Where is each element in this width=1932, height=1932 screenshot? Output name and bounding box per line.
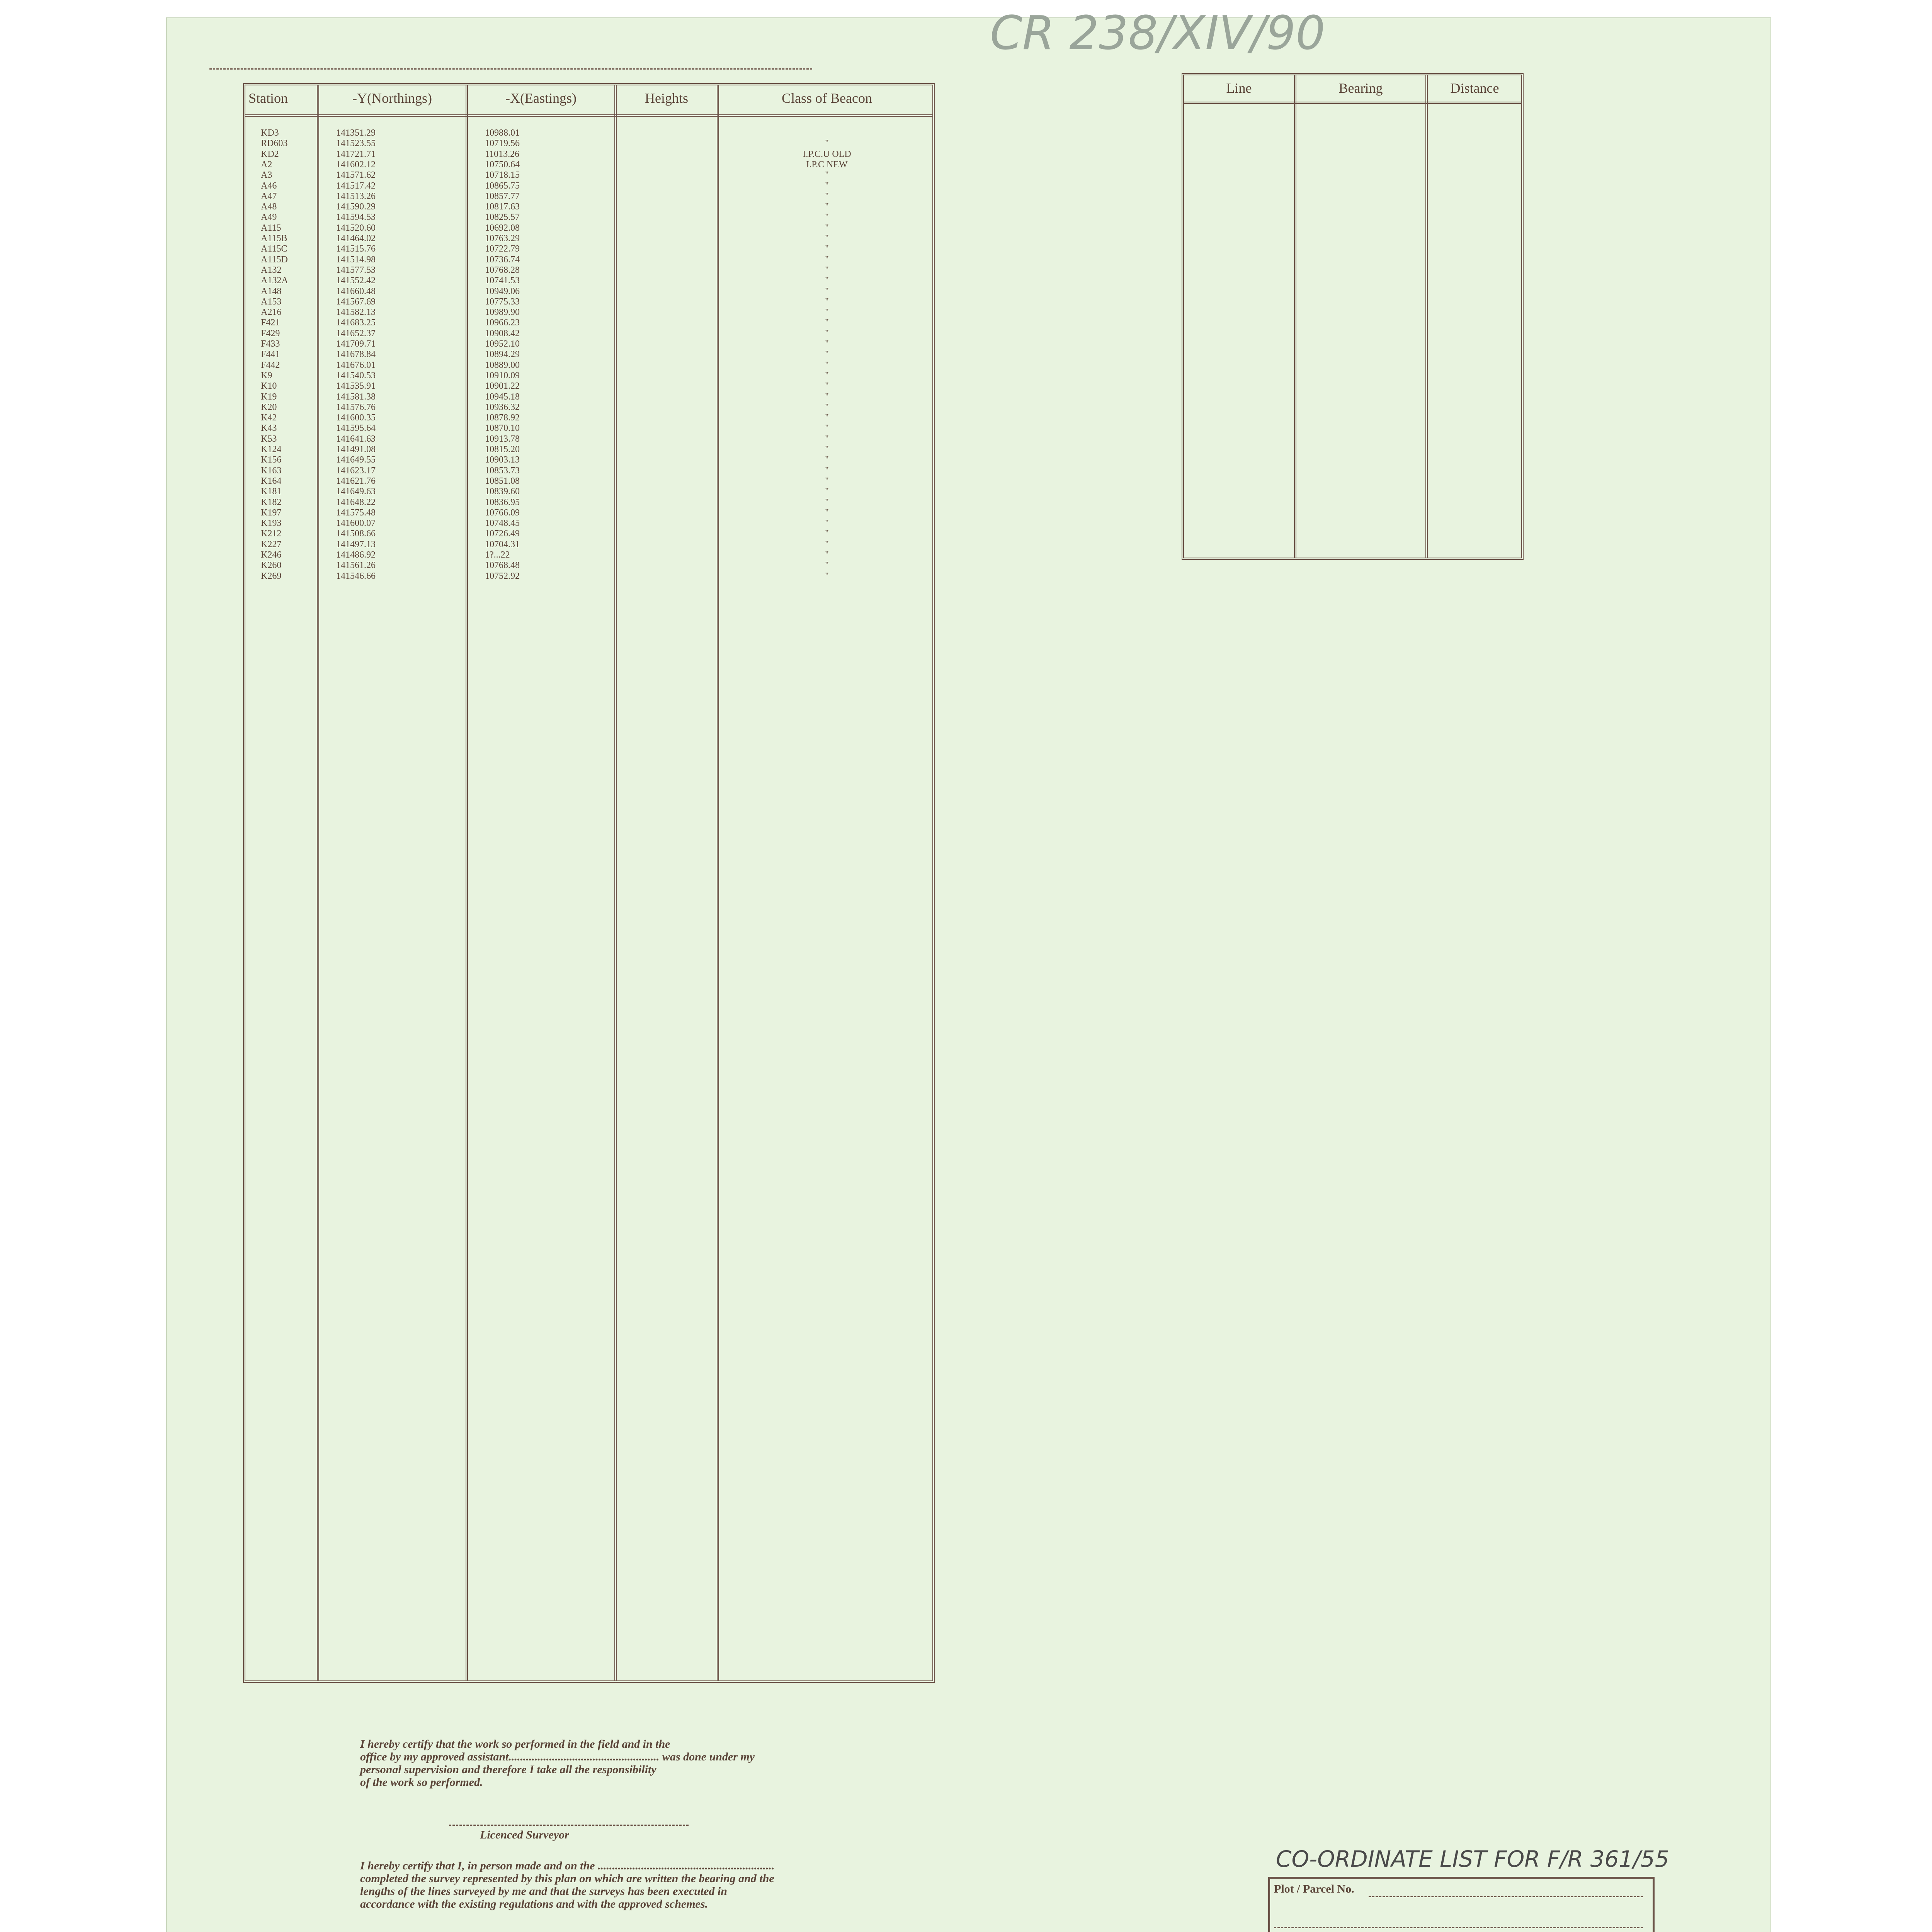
station-cell: K42 bbox=[261, 413, 277, 423]
easting-cell: 10763.29 bbox=[485, 233, 520, 243]
easting-cell: 10719.56 bbox=[485, 138, 520, 149]
station-cell: K193 bbox=[261, 518, 282, 529]
easting-cell: 10910.09 bbox=[485, 370, 520, 381]
station-cell: K227 bbox=[261, 539, 282, 549]
station-cell: K10 bbox=[261, 381, 277, 391]
easting-cell: 10870.10 bbox=[485, 423, 520, 434]
northing-cell: 141683.25 bbox=[336, 318, 376, 328]
northing-cell: 141546.66 bbox=[336, 571, 376, 581]
northing-cell: 141600.07 bbox=[336, 518, 376, 529]
cert1-line1: I hereby certify that the work so performed in the field and in the bbox=[360, 1738, 670, 1750]
easting-cell: 10766.09 bbox=[485, 507, 520, 518]
cert1-line2 bbox=[360, 1750, 940, 1763]
licenced-surveyor-label: Licenced Surveyor bbox=[480, 1828, 569, 1841]
northing-cell: 141513.26 bbox=[336, 191, 376, 201]
easting-cell: 10945.18 bbox=[485, 391, 520, 402]
station-cell: K9 bbox=[261, 370, 272, 381]
header-northings: -Y(Northings) bbox=[352, 90, 432, 106]
easting-cell: 10775.33 bbox=[485, 296, 520, 307]
northing-cell: 141567.69 bbox=[336, 296, 376, 307]
certification-1 bbox=[360, 1738, 940, 1789]
header-distance: Distance bbox=[1450, 80, 1499, 96]
cert1-line3: personal supervision and therefore I take all the responsibility bbox=[360, 1763, 656, 1776]
beacon-class-cell: " bbox=[825, 265, 829, 275]
cert2-line3: lengths of the lines surveyed by me and that the surveys has been executed in bbox=[360, 1885, 727, 1898]
easting-cell: 10768.28 bbox=[485, 265, 520, 275]
easting-cell: 10889.00 bbox=[485, 360, 520, 370]
station-cell: K181 bbox=[261, 486, 282, 497]
easting-cell: 10836.95 bbox=[485, 497, 520, 507]
beacon-class-cell: " bbox=[825, 276, 829, 286]
easting-cell: 10825.57 bbox=[485, 212, 520, 223]
northing-cell: 141709.71 bbox=[336, 339, 376, 349]
beacon-class-cell: " bbox=[825, 360, 829, 370]
station-cell: K163 bbox=[261, 465, 282, 476]
easting-cell: 10726.49 bbox=[485, 529, 520, 539]
northing-cell: 141497.13 bbox=[336, 539, 376, 549]
beacon-class-cell: " bbox=[825, 180, 829, 191]
northing-cell: 141581.38 bbox=[336, 391, 376, 402]
beacon-class-cell: " bbox=[825, 455, 829, 465]
beacon-class-cell: " bbox=[825, 476, 829, 486]
northing-cell: 141523.55 bbox=[336, 138, 376, 149]
station-cell: K246 bbox=[261, 550, 282, 560]
lbd-col-divider bbox=[1425, 75, 1428, 558]
col-divider bbox=[317, 85, 319, 1680]
station-cell: KD3 bbox=[261, 128, 279, 138]
station-cell: RD603 bbox=[261, 138, 288, 149]
beacon-class-cell: " bbox=[825, 434, 829, 444]
northing-cell: 141575.48 bbox=[336, 507, 376, 518]
beacon-class-cell: " bbox=[825, 233, 829, 243]
station-cell: K156 bbox=[261, 455, 282, 465]
station-cell: K53 bbox=[261, 434, 277, 444]
station-cell: A132 bbox=[261, 265, 282, 275]
beacon-class-cell: " bbox=[825, 423, 829, 434]
beacon-class-cell: I.P.C.U OLD bbox=[803, 149, 851, 159]
northing-cell: 141595.64 bbox=[336, 423, 376, 434]
beacon-class-cell: " bbox=[825, 328, 829, 338]
top-dashed-rule bbox=[209, 68, 812, 70]
easting-cell: 10903.13 bbox=[485, 455, 520, 465]
cert2-line1: I hereby certify that I, in person made and on the ............................................................. bbox=[360, 1859, 775, 1872]
station-cell: KD2 bbox=[261, 149, 279, 159]
cert2-line1-text: I hereby certify that I, in person made and on the bbox=[360, 1859, 595, 1872]
header-eastings: -X(Eastings) bbox=[505, 90, 577, 106]
beacon-class-cell: " bbox=[825, 191, 829, 201]
station-cell: A115C bbox=[261, 244, 287, 254]
station-cell: F442 bbox=[261, 360, 280, 370]
station-cell: K197 bbox=[261, 507, 282, 518]
northing-cell: 141514.98 bbox=[336, 254, 376, 265]
northing-cell: 141351.29 bbox=[336, 128, 376, 138]
station-cell: F441 bbox=[261, 349, 280, 360]
beacon-class-cell: " bbox=[825, 550, 829, 560]
coordinate-table bbox=[243, 83, 935, 1683]
northing-cell: 141600.35 bbox=[336, 413, 376, 423]
easting-cell: 10741.53 bbox=[485, 276, 520, 286]
beacon-class-cell: " bbox=[825, 296, 829, 307]
northing-cell: 141721.71 bbox=[336, 149, 376, 159]
station-cell: K20 bbox=[261, 402, 277, 412]
northing-cell: 141594.53 bbox=[336, 212, 376, 223]
northing-cell: 141678.84 bbox=[336, 349, 376, 360]
station-cell: F433 bbox=[261, 339, 280, 349]
station-cell: A47 bbox=[261, 191, 277, 201]
lbd-header-rule bbox=[1184, 102, 1521, 104]
station-cell: F429 bbox=[261, 328, 280, 338]
beacon-class-cell: " bbox=[825, 212, 829, 223]
easting-cell: 10949.06 bbox=[485, 286, 520, 296]
station-cell: K43 bbox=[261, 423, 277, 434]
certification-2 bbox=[360, 1859, 978, 1910]
northing-cell: 141582.13 bbox=[336, 307, 376, 318]
easting-cell: 10704.31 bbox=[485, 539, 520, 549]
plot-parcel-label: Plot / Parcel No. bbox=[1274, 1883, 1354, 1895]
northing-cell: 141576.76 bbox=[336, 402, 376, 412]
station-cell: A153 bbox=[261, 296, 282, 307]
beacon-class-cell: I.P.C NEW bbox=[806, 159, 848, 170]
station-cell: A115B bbox=[261, 233, 287, 243]
cert2-line2: completed the survey represented by this plan on which are written the bearing and the bbox=[360, 1872, 774, 1885]
licenced-surveyor-line bbox=[449, 1825, 689, 1826]
northing-cell: 141652.37 bbox=[336, 328, 376, 338]
col-divider bbox=[466, 85, 468, 1680]
easting-cell: 10853.73 bbox=[485, 465, 520, 476]
beacon-class-cell: " bbox=[825, 486, 829, 497]
beacon-class-cell: " bbox=[825, 381, 829, 391]
cert1-line2b: was done under my bbox=[662, 1750, 755, 1763]
easting-cell: 10692.08 bbox=[485, 223, 520, 233]
line-bearing-distance-table bbox=[1182, 73, 1524, 560]
header-class-of-beacon: Class of Beacon bbox=[782, 90, 872, 106]
station-cell: K164 bbox=[261, 476, 282, 486]
northing-cell: 141648.22 bbox=[336, 497, 376, 507]
easting-cell: 10857.77 bbox=[485, 191, 520, 201]
station-cell: K260 bbox=[261, 560, 282, 571]
station-cell: A115 bbox=[261, 223, 281, 233]
northing-cell: 141535.91 bbox=[336, 381, 376, 391]
station-cell: K124 bbox=[261, 444, 282, 454]
beacon-class-cell: " bbox=[825, 444, 829, 454]
beacon-class-cell: " bbox=[825, 370, 829, 381]
easting-cell: 10839.60 bbox=[485, 486, 520, 497]
beacon-class-cell: " bbox=[825, 254, 829, 265]
easting-cell: 10736.74 bbox=[485, 254, 520, 265]
station-cell: A49 bbox=[261, 212, 277, 223]
beacon-class-cell: " bbox=[825, 223, 829, 233]
plot-line-1 bbox=[1369, 1896, 1643, 1897]
header-heights: Heights bbox=[645, 90, 688, 106]
northing-cell: 141464.02 bbox=[336, 233, 376, 243]
easting-cell: 10722.79 bbox=[485, 244, 520, 254]
easting-cell: 10878.92 bbox=[485, 413, 520, 423]
beacon-class-cell: " bbox=[825, 507, 829, 518]
header-station: Station bbox=[248, 90, 288, 106]
easting-cell: 10901.22 bbox=[485, 381, 520, 391]
easting-cell: 10748.45 bbox=[485, 518, 520, 529]
easting-cell: 10752.92 bbox=[485, 571, 520, 581]
easting-cell: 10966.23 bbox=[485, 318, 520, 328]
beacon-class-cell: " bbox=[825, 170, 829, 180]
header-bearing: Bearing bbox=[1338, 80, 1383, 96]
coordinate-list-title: CO-ORDINATE LIST FOR F/R 361/55 bbox=[1276, 1846, 1669, 1872]
easting-cell: 10851.08 bbox=[485, 476, 520, 486]
beacon-class-cell: " bbox=[825, 571, 829, 581]
station-cell: K19 bbox=[261, 391, 277, 402]
station-cell: A46 bbox=[261, 180, 277, 191]
beacon-class-cell: " bbox=[825, 497, 829, 507]
beacon-class-cell: " bbox=[825, 539, 829, 549]
beacon-class-cell: " bbox=[825, 286, 829, 296]
cert1-line4: of the work so performed. bbox=[360, 1776, 483, 1789]
northing-cell: 141621.76 bbox=[336, 476, 376, 486]
easting-cell: 10768.48 bbox=[485, 560, 520, 571]
easting-cell: 10718.15 bbox=[485, 170, 520, 180]
easting-cell: 10952.10 bbox=[485, 339, 520, 349]
station-cell: F421 bbox=[261, 318, 280, 328]
station-cell: K269 bbox=[261, 571, 282, 581]
northing-cell: 141649.63 bbox=[336, 486, 376, 497]
northing-cell: 141660.48 bbox=[336, 286, 376, 296]
northing-cell: 141641.63 bbox=[336, 434, 376, 444]
cert1-dots: .................................................... bbox=[509, 1750, 662, 1763]
beacon-class-cell: " bbox=[825, 465, 829, 476]
reference-handwritten: CR 238/XIV/90 bbox=[990, 7, 1325, 60]
station-cell: A216 bbox=[261, 307, 282, 318]
beacon-class-cell: " bbox=[825, 402, 829, 412]
plot-line-2 bbox=[1274, 1927, 1643, 1928]
beacon-class-cell: " bbox=[825, 318, 829, 328]
easting-cell: 11013.26 bbox=[485, 149, 520, 159]
northing-cell: 141540.53 bbox=[336, 370, 376, 381]
coordinate-table-header-rule bbox=[245, 114, 932, 117]
station-cell: A48 bbox=[261, 202, 277, 212]
northing-cell: 141552.42 bbox=[336, 276, 376, 286]
station-cell: A3 bbox=[261, 170, 272, 180]
beacon-class-cell: " bbox=[825, 349, 829, 360]
beacon-class-cell: " bbox=[825, 560, 829, 571]
northing-cell: 141602.12 bbox=[336, 159, 376, 170]
beacon-class-cell: " bbox=[825, 339, 829, 349]
easting-cell: 10913.78 bbox=[485, 434, 520, 444]
beacon-class-cell: " bbox=[825, 391, 829, 402]
northing-cell: 141508.66 bbox=[336, 529, 376, 539]
beacon-class-cell: " bbox=[825, 529, 829, 539]
easting-cell: 10815.20 bbox=[485, 444, 520, 454]
northing-cell: 141590.29 bbox=[336, 202, 376, 212]
easting-cell: 10865.75 bbox=[485, 180, 520, 191]
easting-cell: 10988.01 bbox=[485, 128, 520, 138]
beacon-class-cell: " bbox=[825, 202, 829, 212]
survey-sheet bbox=[166, 7, 1771, 1932]
northing-cell: 141486.92 bbox=[336, 550, 376, 560]
station-cell: K182 bbox=[261, 497, 282, 507]
beacon-class-cell: " bbox=[825, 413, 829, 423]
easting-cell: 10817.63 bbox=[485, 202, 520, 212]
easting-cell: 1?...22 bbox=[485, 550, 510, 560]
easting-cell: 10750.64 bbox=[485, 159, 520, 170]
header-line: Line bbox=[1226, 80, 1252, 96]
northing-cell: 141517.42 bbox=[336, 180, 376, 191]
station-cell: A132A bbox=[261, 276, 288, 286]
station-cell: K212 bbox=[261, 529, 282, 539]
northing-cell: 141561.26 bbox=[336, 560, 376, 571]
col-divider bbox=[614, 85, 617, 1680]
easting-cell: 10908.42 bbox=[485, 328, 520, 338]
northing-cell: 141520.60 bbox=[336, 223, 376, 233]
beacon-class-cell: " bbox=[825, 518, 829, 529]
beacon-class-cell: " bbox=[825, 138, 829, 149]
beacon-class-cell: " bbox=[825, 307, 829, 318]
station-cell: A148 bbox=[261, 286, 282, 296]
northing-cell: 141649.55 bbox=[336, 455, 376, 465]
lbd-col-divider bbox=[1294, 75, 1296, 558]
northing-cell: 141571.62 bbox=[336, 170, 376, 180]
station-cell: A115D bbox=[261, 254, 288, 265]
easting-cell: 10989.90 bbox=[485, 307, 520, 318]
easting-cell: 10894.29 bbox=[485, 349, 520, 360]
northing-cell: 141491.08 bbox=[336, 444, 376, 454]
station-cell: A2 bbox=[261, 159, 272, 170]
cert2-line4: accordance with the existing regulations and with the approved schemes. bbox=[360, 1898, 708, 1910]
northing-cell: 141623.17 bbox=[336, 465, 376, 476]
cert1-line2a: office by my approved assistant bbox=[360, 1750, 509, 1763]
easting-cell: 10936.32 bbox=[485, 402, 520, 412]
beacon-class-cell: " bbox=[825, 244, 829, 254]
northing-cell: 141676.01 bbox=[336, 360, 376, 370]
northing-cell: 141577.53 bbox=[336, 265, 376, 275]
northing-cell: 141515.76 bbox=[336, 244, 376, 254]
